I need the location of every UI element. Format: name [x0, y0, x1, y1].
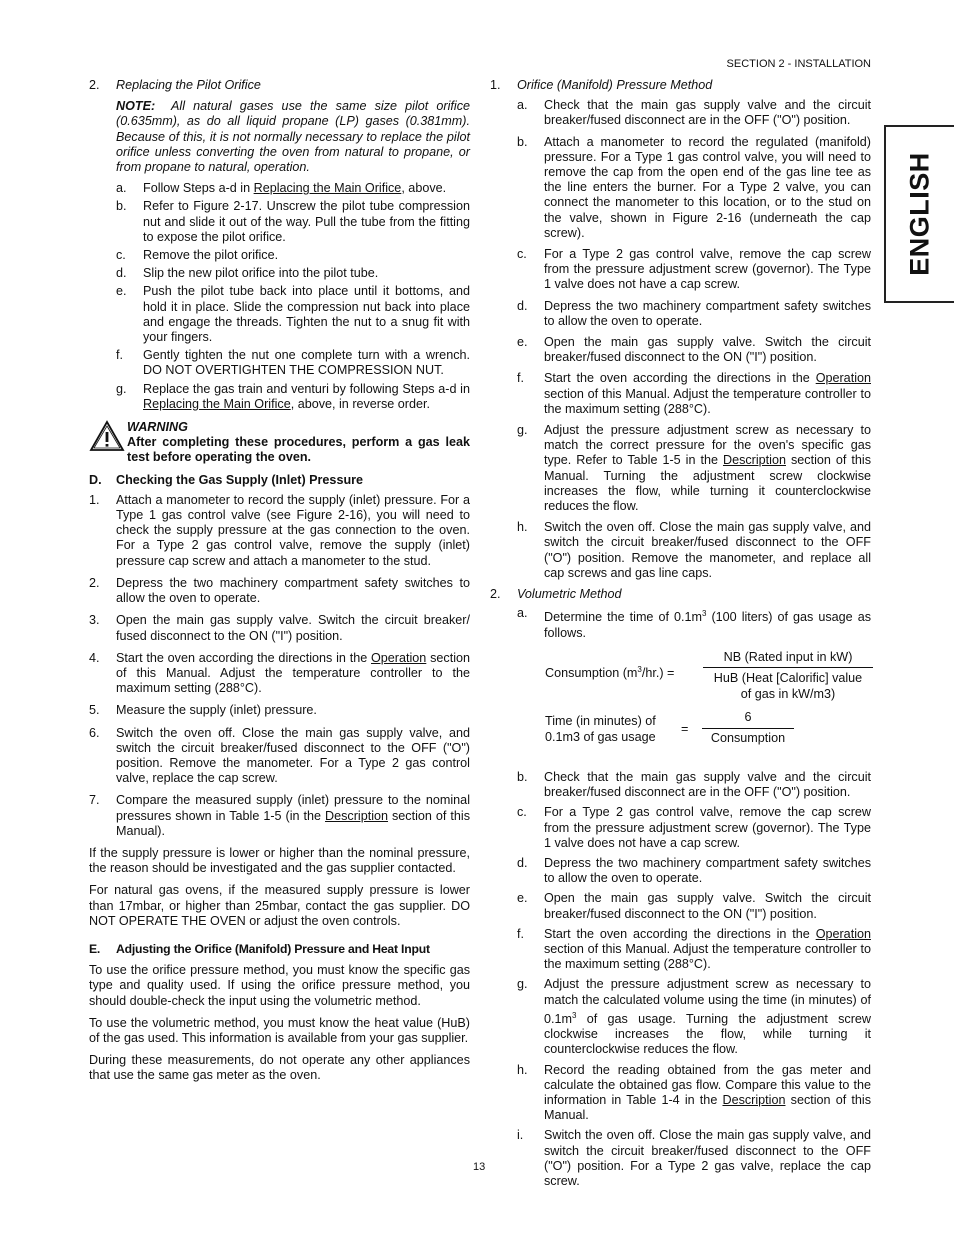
list-item — [116, 181, 470, 196]
paragraph: To use the volumetric method, you must know the heat value (HuB) of the gas used. This information is available from your gas supplier. — [89, 1015, 470, 1045]
volumetric-step: a. Determine the time of $0.1m^3$ (100 liters) of gas usage as follows. — [517, 606, 872, 640]
item-text: Switch the oven off. Close the main gas supply valve, and switch the circuit breaker/fused disconnect to the OFF ("O") position. Remove the manometer, and replace all cap screws and gas line caps. — [544, 520, 871, 580]
list-item — [89, 651, 470, 697]
item-number: a. — [517, 98, 528, 113]
list-item — [517, 1063, 871, 1124]
item-number: f. — [116, 348, 123, 363]
item-number: e. — [116, 284, 127, 299]
item-number: h. — [517, 1062, 528, 1077]
item-text: Measure the supply (inlet) pressure. — [116, 703, 317, 718]
item-text: Attach a manometer to record the regulated (manifold) pressure. For a Type 1 gas control valve, you will need to remove the cap from the open end of the gas line tee as the line enters the burner. For a Type 2 valve, you can connect the manometer to this location, or to the stud on the valve, shown in Figure 2-16 (underneath the cap screw). — [544, 134, 871, 240]
list-item — [116, 284, 470, 345]
item-text: Refer to Figure 2-17. Unscrew the pilot tube compression nut and slide it out of the way. Pull the tube from the fitting to expose the pilot orifice. — [143, 199, 470, 244]
item-number: f. — [517, 926, 524, 941]
page-number: 13 — [473, 1161, 486, 1173]
item-number: b. — [517, 134, 528, 149]
paragraph: During these measurements, do not operate any other appliances that use the same gas meter as the oven. — [89, 1053, 470, 1083]
item-number: 7. — [89, 793, 100, 808]
section-reference: Description — [325, 808, 389, 823]
right-column — [490, 78, 871, 1189]
item-text: Follow Steps a-d in Replacing the Main Orifice, above. — [143, 181, 447, 196]
item-number: 1. — [89, 492, 100, 507]
item-text: Open the main gas supply valve. Switch the circuit breaker/fused disconnect to the ON ("I") position. — [544, 891, 871, 921]
list-item — [517, 423, 871, 514]
item-number: 5. — [89, 703, 100, 718]
section-reference: Replacing the Main Orifice — [143, 396, 291, 411]
section-reference: Operation — [371, 650, 427, 665]
list-item — [517, 977, 871, 1057]
item-number: g. — [116, 381, 127, 396]
language-tab-label: ENGLISH — [904, 152, 935, 276]
list-item — [517, 891, 871, 921]
item-text: Open the main gas supply valve. Switch the circuit breaker/ fused disconnect to the ON ("I") position. — [116, 613, 470, 643]
item-number: c. — [517, 247, 527, 262]
paragraph: If the supply pressure is lower or higher than the nominal pressure, the reason should be investigated and the gas supplier contacted. — [89, 845, 470, 876]
pilot-steps — [89, 181, 470, 412]
item-text: Start the oven according the directions in the Operation section of this Manual. Adjust the temperature controller to the maximum setting (288°C). — [116, 650, 470, 696]
method-heading: 1. Orifice (Manifold) Pressure Method — [490, 78, 713, 92]
language-tab — [884, 125, 954, 303]
list-item — [116, 199, 470, 245]
section-d-heading: D. Checking the Gas Supply (Inlet) Pressure — [89, 472, 364, 487]
list-item — [89, 726, 470, 787]
list-item — [116, 382, 470, 412]
item-text: Switch the oven off. Close the main gas supply valve, and switch the circuit breaker/fused disconnect to the OFF ("O") position. For a Type 2 gas valve, replace the cap screw. — [544, 1128, 871, 1188]
item-number: c. — [517, 805, 527, 820]
section-reference: Replacing the Main Orifice — [253, 181, 402, 196]
pressure-method-steps — [490, 98, 871, 581]
item-number: 6. — [89, 725, 100, 740]
list-item — [517, 770, 871, 800]
list-item — [517, 247, 871, 293]
warning-text: After completing these procedures, perform a gas leak test before operating the oven. — [127, 435, 470, 465]
step-heading: 2. Replacing the Pilot Orifice — [89, 78, 261, 92]
list-item — [89, 793, 470, 839]
section-header: SECTION 2 - INSTALLATION — [726, 58, 871, 70]
list-item — [116, 266, 470, 281]
step-title: Replacing the Pilot Orifice — [116, 78, 261, 92]
section-e-heading: E. Adjusting the Orifice (Manifold) Pressure and Heat Input — [89, 941, 430, 956]
item-text: Check that the main gas supply valve and the circuit breaker/fused disconnect are in the OFF ("O") position. — [544, 769, 871, 800]
list-item — [517, 927, 871, 973]
item-text: Switch the oven off. Close the main gas supply valve, and switch the circuit breaker/fused disconnect to the OFF ("O") position. Remove the manometer. For a Type 2 gas control valve, replace the cap screw. — [116, 725, 470, 786]
item-text: Compare the measured supply (inlet) pressure to the nominal pressures shown in Table 1-5 (in the Description section of this Manual). — [116, 793, 470, 838]
item-number: e. — [517, 891, 528, 906]
item-text: Slip the new pilot orifice into the pilot tube. — [143, 266, 379, 281]
list-item — [89, 613, 470, 643]
item-number: a. — [116, 181, 127, 196]
list-item — [89, 493, 470, 569]
item-number: d. — [116, 266, 127, 281]
list-item — [517, 98, 871, 128]
item-text: Replace the gas train and venturi by following Steps a-d in Replacing the Main Orifice, above, in reverse order. — [143, 381, 470, 411]
item-text: For a Type 2 gas control valve, remove the cap screw from the pressure adjustment screw (governor). The Type 1 valve does not have a cap screw. — [544, 805, 871, 850]
item-number: g. — [517, 423, 528, 438]
list-item — [89, 703, 470, 718]
item-text: Remove the pilot orifice. — [143, 248, 279, 263]
item-number: 3. — [89, 613, 100, 628]
list-item — [517, 299, 871, 329]
item-number: e. — [517, 335, 528, 350]
item-number: b. — [116, 199, 127, 214]
item-text: Adjust the pressure adjustment screw as necessary to match the calculated volume using the time (in minutes) of $0.1m^3$ of gas usage. Turning the adjustment screw clockwise increases the flow, while turning it counterclockwise reduces the flow. — [544, 977, 871, 1057]
section-reference: Description — [722, 1092, 786, 1107]
warning-box — [89, 420, 470, 466]
item-number: h. — [517, 520, 528, 535]
method-heading: 2. Volumetric Method — [490, 587, 622, 602]
warning-triangle-icon — [89, 420, 127, 466]
item-text: Push the pilot tube back into place until it bottoms, and hold it in place. Slide the compression nut back into place and engage the threads. Tighten the nut to a snug fit with your fingers. — [143, 284, 470, 345]
section-reference: Description — [722, 453, 786, 468]
item-text: For a Type 2 gas control valve, remove the cap screw from the pressure adjustment screw (governor). The Type 1 valve does not have a cap screw. — [544, 247, 871, 292]
warning-title: WARNING — [127, 420, 188, 435]
item-number: g. — [517, 977, 528, 992]
item-text: Depress the two machinery compartment safety switches to allow the oven to operate. — [544, 855, 871, 886]
item-text: Depress the two machinery compartment safety switches to allow the oven to operate. — [116, 575, 470, 606]
list-item — [517, 520, 871, 581]
item-text: Attach a manometer to record the supply (inlet) pressure. For a Type 1 gas control valve (see Figure 2-16), you will need to check the supply pressure at the gas connection to the oven. For a Type 2 gas control valve, remove the supply (inlet) pressure cap screw and attach a manometer to the stud. — [116, 492, 470, 568]
list-item — [517, 371, 871, 417]
consumption-formula: Consumption $(m^3/hr.)$ = NB (Rated input in kW) HuB (Heat [Calorific] value of gas in kW/m3) — [545, 646, 871, 710]
time-formula: Time (in minutes) of 0.1m3 of gas usage = 6 Consumption — [545, 714, 871, 760]
item-text: Start the oven according the directions in the Operation section of this Manual. Adjust the temperature controller to the maximum setting (288°C). — [544, 926, 871, 972]
list-item — [116, 248, 470, 263]
section-reference: Operation — [815, 926, 871, 941]
section-reference: Operation — [815, 371, 871, 386]
item-number: d. — [517, 855, 528, 870]
item-number: 4. — [89, 650, 100, 665]
item-number: 2. — [89, 575, 100, 590]
item-text: Record the reading obtained from the gas meter and calculate the obtained gas flow. Compare this value to the information in Table 1-4 in the Description section of this Manual. — [544, 1062, 871, 1123]
item-text: Adjust the pressure adjustment screw as necessary to match the correct pressure for the oven's specific gas type. Refer to Table 1-5 in the Description section of this Manual. Turning the adjustment screw clockwise increases the flow, while turning it counterclockwise reduces the flow. — [544, 423, 871, 514]
item-number: i. — [517, 1128, 524, 1143]
list-item — [517, 805, 871, 851]
item-text: Depress the two machinery compartment safety switches to allow the oven to operate. — [544, 298, 871, 328]
list-item — [517, 135, 871, 241]
left-column — [89, 78, 470, 1084]
paragraph: To use the orifice pressure method, you must know the specific gas type and quality used. If using the orifice pressure method, you should double-check the input using the volumetric method. — [89, 963, 470, 1008]
list-item — [517, 1128, 871, 1189]
note: NOTE: All natural gases use the same size pilot orifice (0.635mm), as do all liquid propane (LP) gases (0.381mm). Because of this, it is not normally necessary to replace the pilot orifice unless converting the oven from natural to propane, or from propane to natural, operation. — [116, 99, 470, 175]
item-number: b. — [517, 769, 528, 784]
item-text: Open the main gas supply valve. Switch the circuit breaker/fused disconnect to the ON ("I") position. — [544, 335, 871, 365]
volumetric-steps — [490, 770, 871, 1189]
item-text: Gently tighten the nut one complete turn with a wrench. DO NOT OVERTIGHTEN THE COMPRESSION NUT. — [143, 348, 470, 378]
item-text: Start the oven according the directions in the Operation section of this Manual. Adjust the temperature controller to the maximum setting (288°C). — [544, 371, 871, 416]
item-number: f. — [517, 371, 524, 386]
list-item — [517, 335, 871, 365]
list-item — [517, 856, 871, 886]
list-item — [116, 348, 470, 378]
item-text: Check that the main gas supply valve and the circuit breaker/fused disconnect are in the OFF ("O") position. — [544, 98, 871, 128]
item-number: d. — [517, 298, 528, 313]
list-item — [89, 576, 470, 606]
item-number: c. — [116, 248, 126, 263]
supply-pressure-steps — [89, 493, 470, 839]
paragraph: For natural gas ovens, if the measured supply pressure is lower than 17mbar, or higher than 25mbar, contact the gas supplier. DO NOT OPERATE THE OVEN or adjust the oven controls. — [89, 883, 470, 928]
